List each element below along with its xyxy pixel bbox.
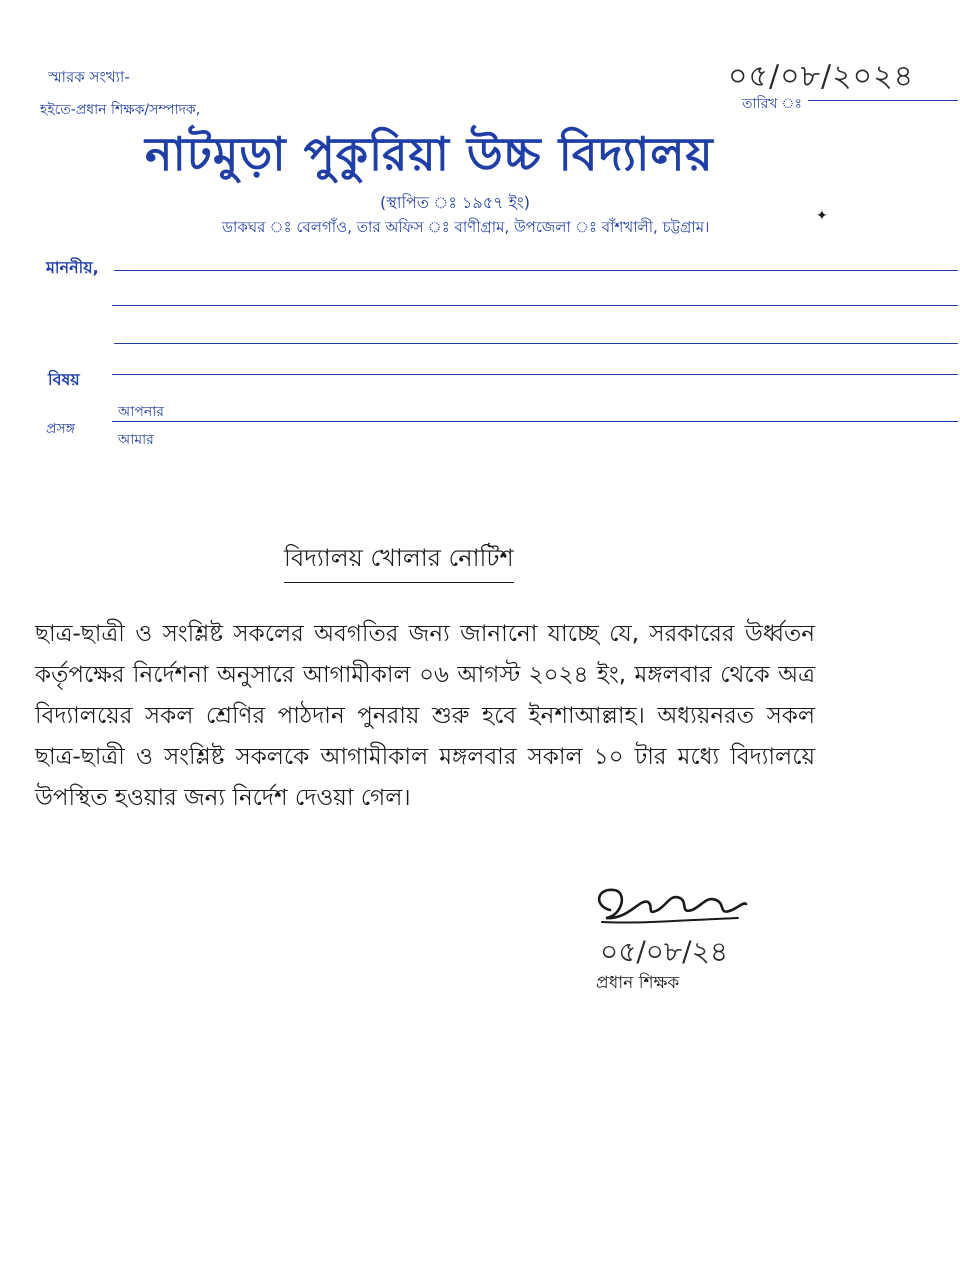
reference-line <box>112 421 958 422</box>
reference-yours-label: আপনার <box>118 404 164 420</box>
reference-label: প্রসঙ্গ <box>46 421 75 437</box>
memo-number-label: স্মারক সংখ্যা- <box>48 68 130 86</box>
school-address: ডাকঘর ঃ বেলগাঁও, তার অফিস ঃ বাণীগ্রাম, উপজেলা ঃ বাঁশখালী, চট্টগ্রাম। <box>222 218 710 236</box>
signature-scribble <box>588 880 748 930</box>
ink-mark: ✦ <box>816 208 828 224</box>
handwritten-date: ০৫/০৮/২০২৪ <box>728 59 915 94</box>
date-rule <box>808 100 958 101</box>
honorable-label: মাননীয়, <box>46 258 99 277</box>
subject-line <box>112 374 958 375</box>
date-label: তারিখ ঃ <box>742 96 802 112</box>
established-year: (স্থাপিত ঃ ১৯৫৭ ইং) <box>380 193 531 212</box>
reference-mine-label: আমার <box>118 432 154 448</box>
recipient-line-1 <box>114 270 958 271</box>
recipient-line-2 <box>112 305 958 306</box>
signature-designation: প্রধান শিক্ষক <box>596 973 680 993</box>
signature-date: ০৫/০৮/২৪ <box>600 935 728 968</box>
recipient-line-3 <box>114 343 958 344</box>
subject-label: বিষয় <box>48 370 80 389</box>
from-line: হইতে-প্রধান শিক্ষক/সম্পাদক, <box>40 102 201 118</box>
notice-body: ছাত্র-ছাত্রী ও সংশ্লিষ্ট সকলের অবগতির জন্য জানানো যাচ্ছে যে, সরকারের উর্ধ্বতন কর্তৃপক্ষের নির্দেশনা অনুসারে আগামীকাল ০৬ আগস্ট ২০২৪ ইং, মঙ্গলবার থেকে অত্র বিদ্যালয়ের সকল শ্রেণির পাঠদান পুনরায় শুরু হবে ইনশাআল্লাহ। অধ্যয়নরত সকল ছাত্র-ছাত্রী ও সংশ্লিষ্ট সকলকে আগামীকাল মঙ্গলবার সকাল ১০ টার মধ্যে বিদ্যালয়ে উপস্থিত হওয়ার জন্য নির্দেশ দেওয়া গেল। <box>35 621 815 811</box>
school-name: নাটমুড়া পুকুরিয়া উচ্চ বিদ্যালয় <box>145 127 714 181</box>
notice-title: বিদ্যালয় খোলার নোটিশ <box>284 540 514 583</box>
